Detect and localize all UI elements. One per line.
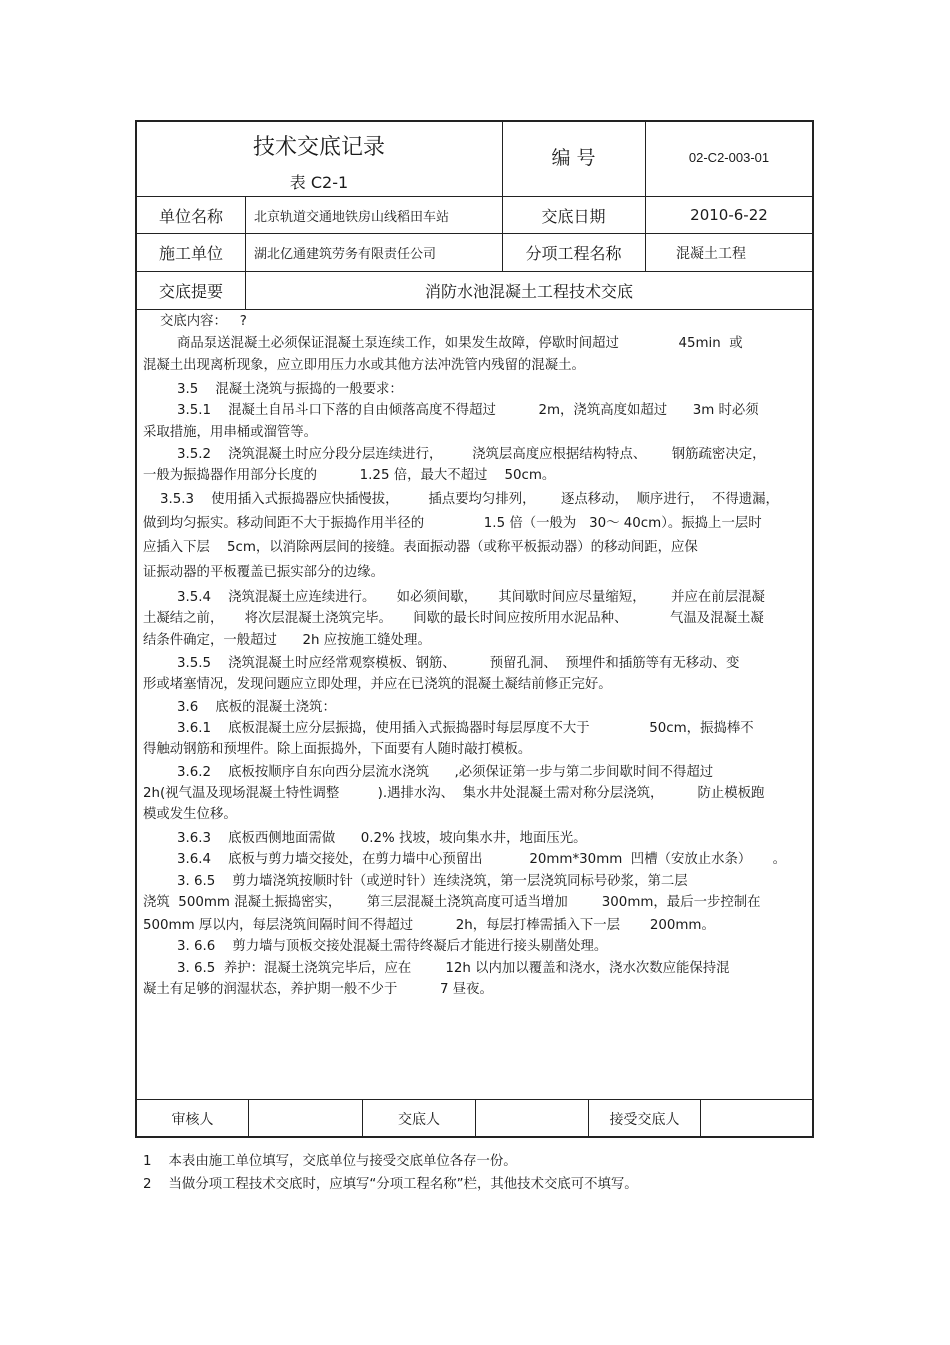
content-line: 应插入下层 5cm，以消除两层间的接缝。表面振动器（或称平板振动器）的移动间距，应保 xyxy=(143,540,698,555)
unit-name-value: 北京轨道交通地铁房山线稻田车站 xyxy=(254,209,450,225)
date-value: 2010-6-22 xyxy=(690,206,768,224)
content-line: 3.5.3 使用插入式振捣器应快插慢拔， 插点要均匀排列， 逐点移动， 顺序进行， 不得遗漏， xyxy=(160,492,779,507)
summary-label: 交底提要 xyxy=(158,282,223,301)
reviewer-label: 审核人 xyxy=(171,1111,214,1128)
content-line: 3.6.1 底板混凝土应分层振捣，使用插入式振捣器时每层厚度不大于 50cm，振捣棒不 xyxy=(177,721,754,736)
content-line: 模或发生位移。 xyxy=(143,807,237,822)
content-line: 商品泵送混凝土必须保证混凝土泵连续工作，如果发生故障，停歇时间超过 45min 或 xyxy=(177,336,743,351)
summary-value: 消防水池混凝土工程技术交底 xyxy=(424,282,633,301)
content-line: 结条件确定，一般超过 2h 应按施工缝处理。 xyxy=(143,633,431,648)
footnote: 2 当做分项工程技术交底时，应填写“分项工程名称”栏，其他技术交底可不填写。 xyxy=(143,1177,638,1192)
content-line: 凝土有足够的润湿状态，养护期一般不少于 7 昼夜。 xyxy=(143,982,493,997)
content-line: 形或堵塞情况，发现问题应立即处理，并应在已浇筑的混凝土凝结前修正完好。 xyxy=(143,677,612,692)
content-line: 3.5 混凝土浇筑与振捣的一般要求： xyxy=(177,382,403,397)
content-line: 3.5.2 浇筑混凝土时应分段分层连续进行， 浇筑层高度应根据结构特点、 钢筋疏密决定， xyxy=(177,447,766,462)
discloser-signature-field[interactable] xyxy=(476,1100,588,1137)
content-line: 2h(视气温及现场混凝土特性调整 ).遇排水沟、 集水井处混凝土需对称分层浇筑， 防止模板跑 xyxy=(143,786,765,801)
content-line: 3.6.3 底板西侧地面需做 0.2% 找坡，坡向集水井，地面压光。 xyxy=(177,831,587,846)
content-line: 500mm 厚以内，每层浇筑间隔时间不得超过 2h，每层打棒需插入下一层 200mm。 xyxy=(143,918,715,933)
subproject-label: 分项工程名称 xyxy=(525,244,622,263)
table-number: 表 C2-1 xyxy=(289,172,349,192)
content-line: 3.5.5 浇筑混凝土时应经常观察模板、钢筋、 预留孔洞、 预埋件和插筋等有无移动、变 xyxy=(177,656,740,671)
subproject-value: 混凝土工程 xyxy=(676,245,746,262)
content-line: 3. 6.5 剪力墙浇筑按顺时针（或逆时针）连续浇筑，第一层浇筑同标号砂浆，第二层 xyxy=(177,874,688,889)
discloser-label: 交底人 xyxy=(398,1111,440,1128)
content-line: 3.6.2 底板按顺序自东向西分层流水浇筑 ,必须保证第一步与第二步间歇时间不得超过 xyxy=(177,765,714,780)
receiver-signature-field[interactable] xyxy=(701,1100,812,1137)
unit-name-label: 单位名称 xyxy=(158,206,223,226)
content-line: 证振动器的平板覆盖已振实部分的边缘。 xyxy=(143,565,385,580)
content-line: 3.5.1 混凝土自吊斗口下落的自由倾落高度不得超过 2m，浇筑高度如超过 3m 时必须 xyxy=(177,403,759,418)
content-line: 浇筑 500mm 混凝土振捣密实， 第三层混凝土浇筑高度可适当增加 300mm，最后一步控制在 xyxy=(143,895,761,910)
content-line: 土凝结之前， 将次层混凝土浇筑完毕。 间歇的最长时间应按所用水泥品种、 气温及混凝土凝 xyxy=(143,611,764,626)
content-line: 一般为振捣器作用部分长度的 1.25 倍，最大不超过 50cm。 xyxy=(143,468,556,483)
receiver-label: 接受交底人 xyxy=(609,1111,680,1128)
content-line: 得触动钢筋和预埋件。除上面振捣外，下面要有人随时敲打模板。 xyxy=(143,742,532,757)
contractor-label: 施工单位 xyxy=(158,244,223,263)
number-label: 编 号 xyxy=(551,146,596,169)
rule xyxy=(136,309,813,310)
content-line: 3.6 底板的混凝土浇筑： xyxy=(177,700,336,715)
form-title: 技术交底记录 xyxy=(252,134,385,160)
content-line: 做到均匀振实。移动间距不大于振捣作用半径的 1.5 倍（一般为 30～ 40cm）。振捣上一层时 xyxy=(143,516,762,531)
content-line: 3. 6.6 剪力墙与顶板交接处混凝土需待终凝后才能进行接头剔凿处理。 xyxy=(177,939,608,954)
number-value: 02-C2-003-01 xyxy=(688,149,770,165)
content-line: 3.5.4 浇筑混凝土应连续进行。 如必须间歇， 其间歇时间应尽量缩短， 并应在前层混凝 xyxy=(177,590,765,605)
date-label: 交底日期 xyxy=(541,206,606,226)
footnote: 1 本表由施工单位填写，交底单位与接受交底单位各存一份。 xyxy=(143,1154,517,1169)
reviewer-signature-field[interactable] xyxy=(249,1100,362,1137)
content-line: 交底内容： ? xyxy=(160,314,247,329)
content-line: 采取措施，用串桶或溜管等。 xyxy=(143,425,318,440)
content-line: 混凝土出现离析现象，应立即用压力水或其他方法冲洗管内残留的混凝土。 xyxy=(143,358,585,373)
contractor-value: 湖北亿通建筑劳务有限责任公司 xyxy=(254,247,437,262)
content-line: 3.6.4 底板与剪力墙交接处，在剪力墙中心预留出 20mm*30mm 凹槽（安放止水条） 。 xyxy=(177,852,786,867)
content-line: 3. 6.5 养护：混凝土浇筑完毕后，应在 12h 以内加以覆盖和浇水，浇水次数应能保持混 xyxy=(177,961,730,976)
